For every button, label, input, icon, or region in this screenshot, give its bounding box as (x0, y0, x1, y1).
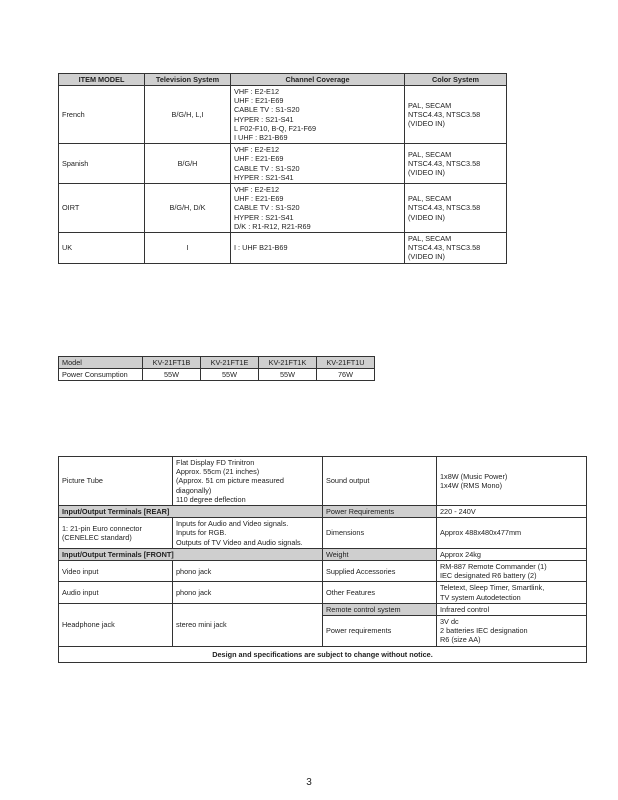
table-row (59, 86, 507, 144)
power-cell: 55W (201, 369, 259, 381)
table-row (59, 603, 587, 615)
color-cell: PAL, SECAM NTSC4.43, NTSC3.58 (VIDEO IN) (405, 233, 507, 264)
model-cell: KV-21FT1K (259, 357, 317, 369)
table-row (59, 144, 507, 184)
header-color-system: Color System (405, 74, 507, 86)
model-cell: KV-21FT1U (317, 357, 375, 369)
front-terminals-header: Input/Output Terminals [FRONT] (59, 548, 323, 560)
audio-input-label: Audio input (59, 582, 173, 603)
weight-value: Approx 24kg (437, 548, 587, 560)
power-row (59, 369, 375, 381)
specifications-table (58, 456, 587, 663)
remote-power-label: Power requirements (323, 616, 437, 647)
table-row (59, 561, 587, 582)
channel-cell: VHF : E2-E12 UHF : E21-E69 CABLE TV : S1-S20 HYPER : S21-S41 (231, 144, 405, 184)
other-features-label: Other Features (323, 582, 437, 603)
disclaimer-note: Design and specifications are subject to change without notice. (59, 646, 587, 662)
header-television-system: Television System (145, 74, 231, 86)
picture-tube-value: Flat Display FD Trinitron Approx. 55cm (21 inches) (Approx. 51 cm picture measured diagonally) 110 degree deflection (173, 457, 323, 506)
page-number: 3 (306, 777, 312, 788)
picture-tube-label: Picture Tube (59, 457, 173, 506)
rear-terminals-header: Input/Output Terminals [REAR] (59, 506, 323, 518)
power-cell: 76W (317, 369, 375, 381)
model-cell: KV-21FT1B (143, 357, 201, 369)
headphone-jack-label: Headphone jack (59, 603, 173, 646)
color-cell: PAL, SECAM NTSC4.43, NTSC3.58 (VIDEO IN) (405, 86, 507, 144)
model-cell: OIRT (59, 184, 145, 233)
power-requirements-value: 220 - 240V (437, 506, 587, 518)
table-row (59, 518, 587, 549)
power-cell: 55W (259, 369, 317, 381)
remote-control-value: Infrared control (437, 603, 587, 615)
model-cell: French (59, 86, 145, 144)
model-cell: UK (59, 233, 145, 264)
system-cell: B/G/H, L,I (145, 86, 231, 144)
model-row (59, 357, 375, 369)
video-input-label: Video input (59, 561, 173, 582)
header-channel-coverage: Channel Coverage (231, 74, 405, 86)
table-row (59, 233, 507, 264)
table-row (59, 457, 587, 506)
remote-power-value: 3V dc 2 batteries IEC designation R6 (size AA) (437, 616, 587, 647)
table-header-row (59, 74, 507, 86)
remote-control-label: Remote control system (323, 603, 437, 615)
header-item-model: ITEM MODEL (59, 74, 145, 86)
table-row (59, 506, 587, 518)
color-cell: PAL, SECAM NTSC4.43, NTSC3.58 (VIDEO IN) (405, 184, 507, 233)
channel-cell: VHF : E2-E12 UHF : E21-E69 CABLE TV : S1-S20 HYPER : S21-S41 D/K : R1-R12, R21-R69 (231, 184, 405, 233)
accessories-value: RM-887 Remote Commander (1) IEC designated R6 battery (2) (437, 561, 587, 582)
sound-output-value: 1x8W (Music Power) 1x4W (RMS Mono) (437, 457, 587, 506)
dimensions-value: Approx 488x480x477mm (437, 518, 587, 549)
table-row (59, 582, 587, 603)
table-row (59, 646, 587, 662)
other-features-value: Teletext, Sleep Timer, Smartlink, TV system Autodetection (437, 582, 587, 603)
sound-output-label: Sound output (323, 457, 437, 506)
euro-connector-value: Inputs for Audio and Video signals. Inputs for RGB. Outputs of TV Video and Audio signals. (173, 518, 323, 549)
power-consumption-table (58, 356, 375, 381)
system-cell: B/G/H (145, 144, 231, 184)
system-cell: I (145, 233, 231, 264)
audio-input-value: phono jack (173, 582, 323, 603)
power-cell: 55W (143, 369, 201, 381)
table-row (59, 548, 587, 560)
video-input-value: phono jack (173, 561, 323, 582)
channel-cell: VHF : E2-E12 UHF : E21-E69 CABLE TV : S1-S20 HYPER : S21-S41 L F02-F10, B-Q, F21-F69 I UHF : B21-B69 (231, 86, 405, 144)
power-requirements-label: Power Requirements (323, 506, 437, 518)
model-cell: KV-21FT1E (201, 357, 259, 369)
weight-label: Weight (323, 548, 437, 560)
system-cell: B/G/H, D/K (145, 184, 231, 233)
channel-cell: I : UHF B21-B69 (231, 233, 405, 264)
dimensions-label: Dimensions (323, 518, 437, 549)
power-label: Power Consumption (59, 369, 143, 381)
model-label: Model (59, 357, 143, 369)
color-cell: PAL, SECAM NTSC4.43, NTSC3.58 (VIDEO IN) (405, 144, 507, 184)
tv-system-table (58, 73, 507, 264)
table-row (59, 184, 507, 233)
accessories-label: Supplied Accessories (323, 561, 437, 582)
headphone-jack-value: stereo mini jack (173, 603, 323, 646)
euro-connector-label: 1: 21-pin Euro connector (CENELEC standard) (59, 518, 173, 549)
model-cell: Spanish (59, 144, 145, 184)
